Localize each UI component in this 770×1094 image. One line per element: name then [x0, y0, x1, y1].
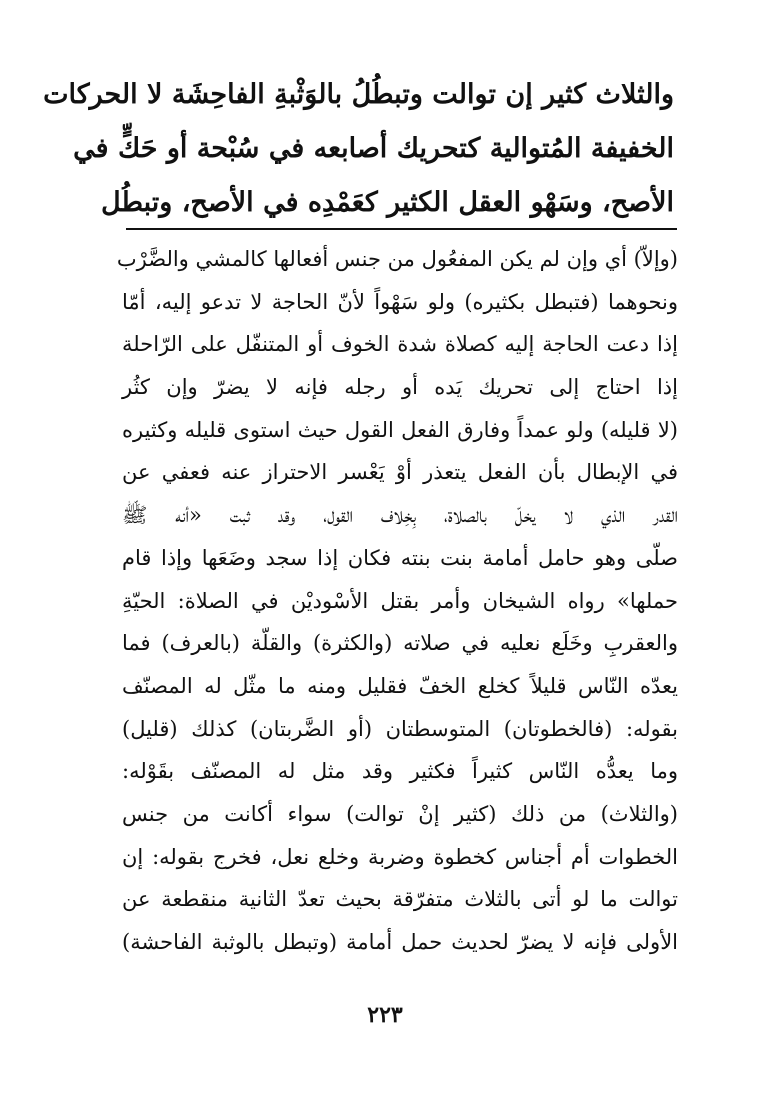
commentary-line: يعدّه النّاس قليلاً كخلع الخفّ فقليل ومنه ما مثّل له المصنّف: [122, 673, 678, 698]
commentary-line: (والثلاث) من ذلك (كثير إنْ توالت) سواء أكانت من جنس: [122, 801, 678, 826]
commentary-line: صلّى وهو حامل أمامة بنت بنته فكان إذا سجد وضَعَها وإذا قام: [122, 545, 678, 570]
commentary-line: إذا دعت الحاجة إليه كصلاة شدة الخوف أو المتنفّل على الرّاحلة: [122, 332, 678, 357]
commentary-line: الأولى فإنه لا يضرّ لحديث حمل أمامة (وتبطل بالوثبة الفاحشة): [122, 930, 678, 954]
commentary-line: إذا احتاج إلى تحريك يَده أو رجله فإنه لا يضرّ وإن كثُر: [122, 375, 678, 400]
commentary-line: وما يعدُّه النّاس كثيراً فكثير وقد مثل له المصنّف بقَوْله:: [122, 759, 678, 784]
main-text-line: الأصح، وسَهْو العقل الكثير كعَمْدِه في الأصح، وتبطُل: [101, 187, 674, 218]
commentary-line: ونحوهما (فتبطل بكثيره) ولو سَهْواً لأنّ الحاجة لا تدعو إليه، أمّا: [122, 289, 678, 314]
commentary-line: في الإبطال بأن الفعل يتعذر أوْ يَعْسر الاحتراز عنه فعفي عن: [122, 460, 678, 485]
page-number: ٢٢٣: [367, 1002, 403, 1028]
commentary-line: والعقربِ وخَلَع نعليه في صلاته (والكثرة) والقلّة (بالعرف) فما: [122, 631, 678, 656]
commentary-line: القدر الذي لا يخلّ بالصلاة، بِخِلاف القول، وقد ثبت «أنه ﷺ: [122, 503, 678, 528]
commentary-line: توالت ما لو أتى بالثلاث متفرّقة بحيث تعدّ الثانية منقطعة عن: [122, 887, 678, 912]
commentary-line: بقوله: (فالخطوتان) المتوسطتان (أو الضَّربتان) كذلك (قليل): [122, 716, 678, 741]
commentary-line: (لا قليله) ولو عمداً وفارق الفعل القول حيث استوى قليله وكثيره: [122, 417, 678, 442]
commentary-line: (وإلاّ) أي وإن لم يكن المفعُول من جنس أفعالها كالمشي والضَّرْب: [116, 247, 678, 271]
commentary-line: حملها» رواه الشيخان وأمر بقتل الأسْوديْن في الصلاة: الحيّةِ: [122, 588, 678, 613]
main-text-block: [43, 68, 674, 230]
main-text-line: الخفيفة المُتوالية كتحريك أصابعه في سُبْحة أو حَكٍّ في: [73, 133, 674, 164]
commentary-line: الخطوات أم أجناس كخطوة وضربة وخلع نعل، فخرج بقوله: إن: [122, 844, 679, 869]
commentary-block: [116, 238, 679, 964]
main-text-line: والثلاث كثير إن توالت وتبطُلُ بالوَثْبةِ الفاحِشَة لا الحركات: [43, 79, 674, 110]
separator-rule: [126, 228, 677, 230]
